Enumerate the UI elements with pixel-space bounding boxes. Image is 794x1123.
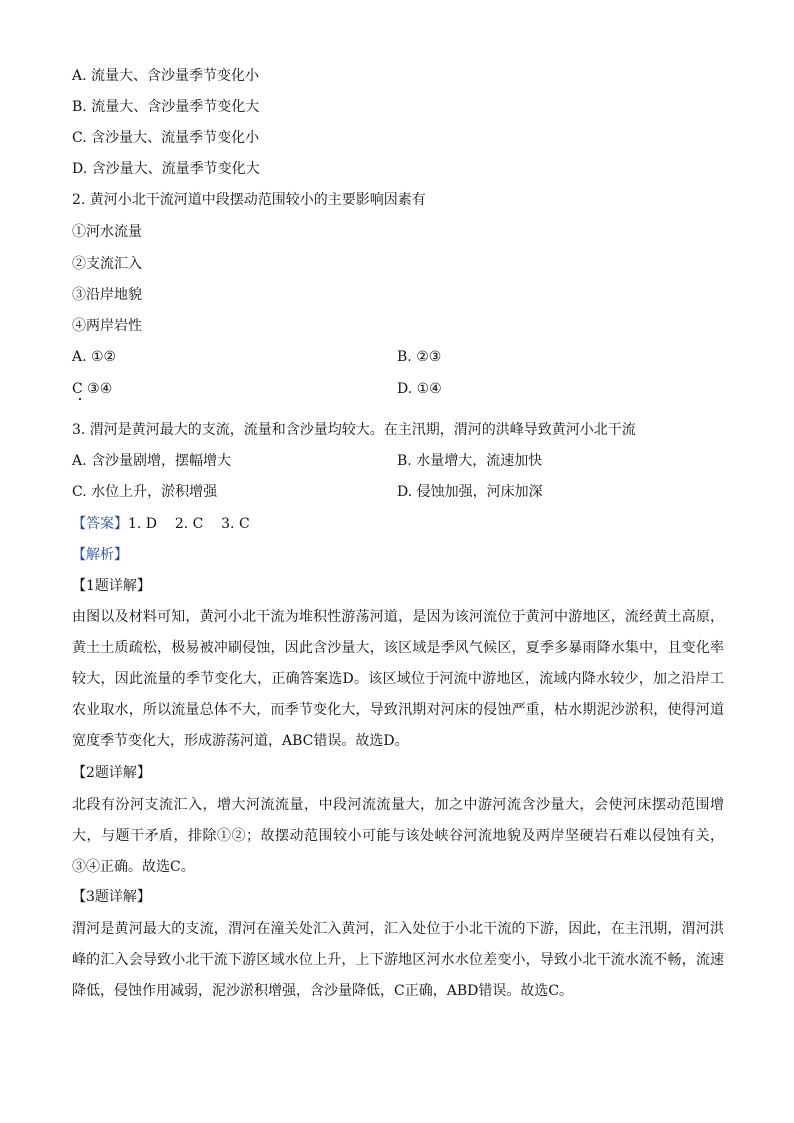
answer-text: 1. D 2. C 3. C <box>128 516 250 532</box>
q2-item-1: ①河水流量 <box>72 224 142 240</box>
detail3-label: 【3题详解】 <box>72 889 151 905</box>
q3-option-a: A. 含沙量剧增，摆幅增大 <box>72 453 232 469</box>
detail1-label: 【1题详解】 <box>72 578 151 594</box>
q2-item-3: ③沿岸地貌 <box>72 287 142 303</box>
answer-line <box>72 514 250 534</box>
q2-option-c: C ③④ <box>72 381 113 397</box>
detail1-text: 由图以及材料可知，黄河小北干流为堆积性游荡河道，是因为该河流位于黄河中游地区，流经黄土高原，黄土土质疏松，极易被冲刷侵蚀，因此含沙量大，该区域是季风气候区，夏季多暴雨降水集中，且变化率较大，因此流量的季节变化大，正确答案选D。该区域位于河流中游地区，流域内降水较少，加之沿岸工农业取水，所以流量总体不大，而季节变化大，导致汛期对河床的侵蚀严重，枯水期泥沙淤积，使得河道宽度季节变化大，形成游荡河道，ABC错误。故选D。 <box>72 609 724 749</box>
q3-option-d: D. 侵蚀加强，河床加深 <box>397 484 543 500</box>
stray-dot <box>79 398 81 400</box>
q2-option-a: A. ①② <box>72 349 117 365</box>
q1-option-c: C. 含沙量大、流量季节变化小 <box>72 130 260 146</box>
q2-option-b: B. ②③ <box>397 349 442 365</box>
q3-option-b: B. 水量增大，流速加快 <box>397 453 543 469</box>
q3-stem: 3. 渭河是黄河最大的支流，流量和含沙量均较大。在主汛期，渭河的洪峰导致黄河小北干流 <box>72 422 636 438</box>
q3-option-c: C. 水位上升，淤积增强 <box>72 484 218 500</box>
q1-option-d: D. 含沙量大、流量季节变化大 <box>72 161 260 177</box>
q2-item-4: ④两岸岩性 <box>72 318 142 334</box>
q2-item-2: ②支流汇入 <box>72 256 142 272</box>
q1-option-a: A. 流量大、含沙量季节变化小 <box>72 68 260 84</box>
detail2-text: 北段有汾河支流汇入，增大河流流量，中段河流流量大，加之中游河流含沙量大，会使河床摆动范围增大，与题干矛盾，排除①②；故摆动范围较小可能与该处峡谷河流地貌及两岸坚硬岩石难以侵蚀有关，③④正确。故选C。 <box>72 797 724 875</box>
q2-stem: 2. 黄河小北干流河道中段摆动范围较小的主要影响因素有 <box>72 192 426 208</box>
detail2-label: 【2题详解】 <box>72 765 151 781</box>
detail3-text: 渭河是黄河最大的支流，渭河在潼关处汇入黄河，汇入处位于小北干流的下游，因此，在主汛期，渭河洪峰的汇入会导致小北干流下游区域水位上升，上下游地区河水水位差变小，导致小北干流水流不畅，流速降低，侵蚀作用减弱，泥沙淤积增强，含沙量降低，C正确，ABD错误。故选C。 <box>72 921 724 999</box>
answer-label: 【答案】 <box>72 516 128 532</box>
q2-option-d: D. ①④ <box>397 381 442 397</box>
analysis-label: 【解析】 <box>72 547 128 563</box>
q1-option-b: B. 流量大、含沙量季节变化大 <box>72 99 260 115</box>
